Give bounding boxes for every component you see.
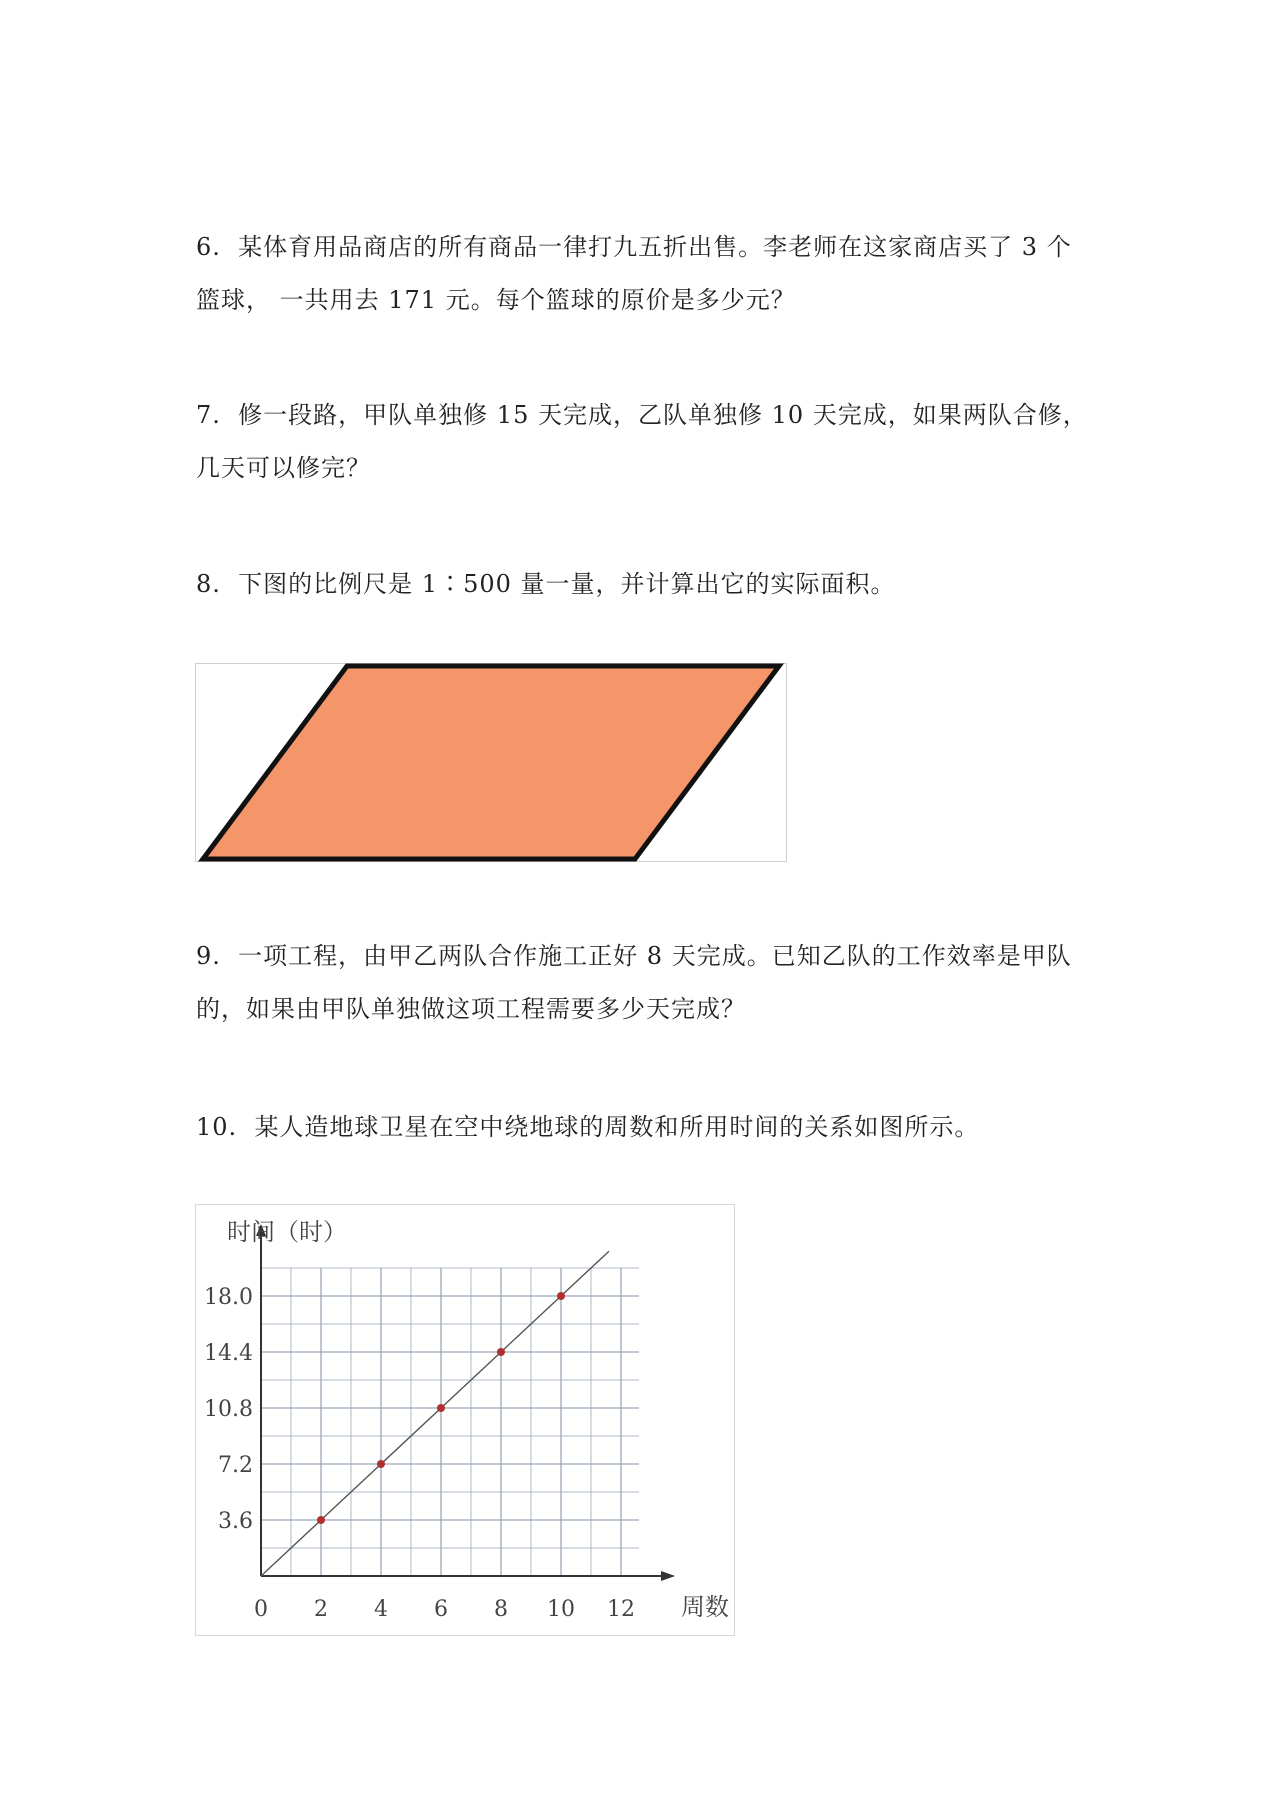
data-point-6 — [437, 1404, 445, 1412]
y-tick-label-18-0: 18.0 — [204, 1285, 253, 1310]
x-tick-label-6: 6 — [434, 1597, 448, 1622]
line-graph — [195, 1204, 735, 1636]
question-10 — [196, 1101, 1096, 1154]
question-8-number: 8. — [196, 570, 221, 598]
question-7-text-1: 修一段路，甲队单独修 15 天完成，乙队单独修 10 天完成，如果两队合修， — [238, 401, 1088, 429]
x-tick-label-10: 10 — [547, 1597, 575, 1622]
question-9-number: 9. — [196, 942, 221, 970]
data-point-8 — [497, 1348, 505, 1356]
data-point-2 — [317, 1516, 325, 1524]
x-tick-label-4: 4 — [374, 1597, 388, 1622]
question-7-text-2: 几天可以修完？ — [196, 454, 371, 482]
question-6-number: 6. — [196, 233, 221, 261]
x-tick-label-8: 8 — [494, 1597, 508, 1622]
y-tick-label-14-4: 14.4 — [204, 1341, 253, 1366]
data-point-4 — [377, 1460, 385, 1468]
data-point-10 — [557, 1292, 565, 1300]
x-tick-label-12: 12 — [607, 1597, 635, 1622]
question-8 — [196, 558, 1096, 611]
question-7 — [196, 389, 1096, 495]
y-tick-label-3-6: 3.6 — [218, 1509, 253, 1534]
question-7-line-1 — [196, 389, 1096, 442]
question-8-text-1: 下图的比例尺是 1∶500 量一量，并计算出它的实际面积。 — [238, 570, 896, 598]
chart-frame — [196, 1205, 735, 1636]
question-10-text-1: 某人造地球卫星在空中绕地球的周数和所用时间的关系如图所示。 — [254, 1113, 980, 1141]
question-6-text-1: 某体育用品商店的所有商品一律打九五折出售。李老师在这家商店买了 3 个 — [238, 233, 1072, 261]
question-8-line-1 — [196, 558, 1096, 611]
question-9 — [196, 930, 1096, 1036]
x-tick-label-2: 2 — [314, 1597, 328, 1622]
question-6-text-2: 篮球， 一共用去 171 元。每个篮球的原价是多少元？ — [196, 286, 796, 314]
question-9-line-1 — [196, 930, 1096, 983]
x-tick-label-0: 0 — [254, 1597, 268, 1622]
y-tick-label-7-2: 7.2 — [218, 1453, 253, 1478]
question-9-text-2: 的，如果由甲队单独做这项工程需要多少天完成？ — [196, 995, 746, 1023]
y-tick-label-10-8: 10.8 — [204, 1397, 253, 1422]
question-9-text-1: 一项工程，由甲乙两队合作施工正好 8 天完成。已知乙队的工作效率是甲队 — [238, 942, 1072, 970]
y-axis-title: 时间（时） — [227, 1218, 347, 1246]
question-10-line-1 — [196, 1101, 1096, 1154]
parallelogram-figure — [195, 663, 787, 862]
x-axis-title: 周数 — [681, 1593, 729, 1621]
question-10-number: 10. — [196, 1113, 238, 1141]
question-6-line-1 — [196, 221, 1096, 274]
question-6 — [196, 221, 1096, 327]
question-7-number: 7. — [196, 401, 221, 429]
